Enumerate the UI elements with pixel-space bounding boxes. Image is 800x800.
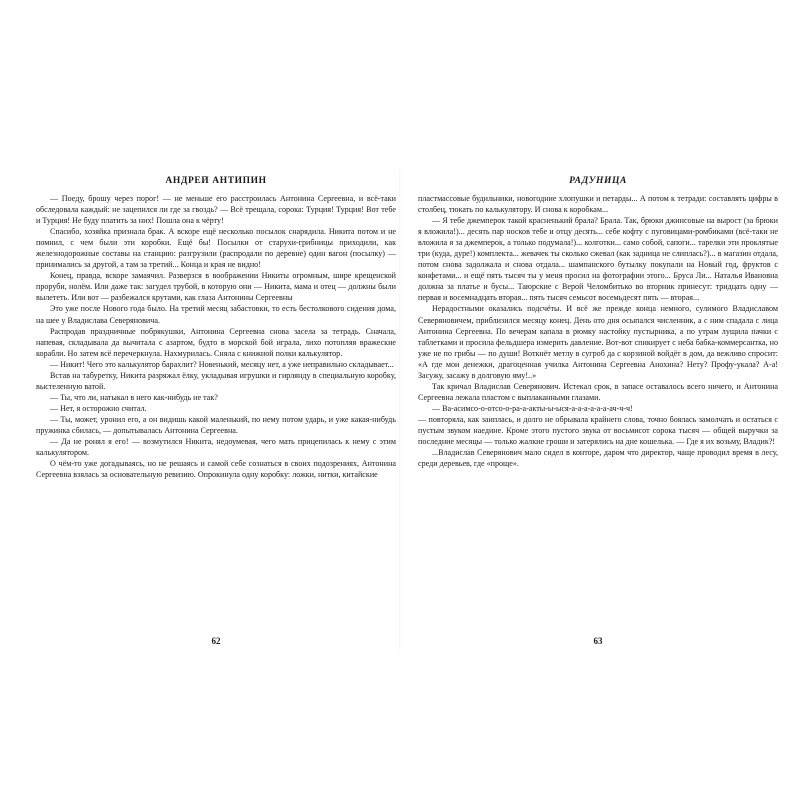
paragraph: — Никит! Чего это калькулятор барахлит? Новенький, месяцу нет, а уже неправильно складывает... xyxy=(50,359,394,369)
paragraph: ...Владислав Северянович мало сидел в конторе, даром что директор, чаще проводил время в лесу, среди деревьев, где «проще». xyxy=(418,448,778,469)
right-running-header: РАДУНИЦА xyxy=(569,176,627,186)
paragraph: — повторяла, как заиплась, и долго не обрывала крайнего слова, точно боялась замолчать и остаться с пустым звуком наедине. Кроме этого пустого звука от восьмисот сорока тысяч — общей выручки за последние месяцы — только жалкие гроши и затерялись на дне кошелька. — Где я их возьму, Владик?! xyxy=(418,414,778,447)
right-page xyxy=(412,176,784,646)
left-running-header: АНДРЕЙ АНТИПИН xyxy=(165,176,267,186)
paragraph: — Ты, может, уронил его, а он видишь какой маленький, по нему потом ударь, и уже какая-нибудь пружинка сбилась, — допытывалась Антонина Сергеевна. xyxy=(36,414,396,435)
paragraph: Распродав праздничные побрякушки, Антонина Сергеевна снова засела за тетрадь. Сначала, напевая, складывала да вычитала с азартом, будто в морской бой играла, лихо потопляя вражеские корабли. Но затем всё перечеркнула. Нахмурилась. Сняла с книжной полки калькулятор. xyxy=(36,326,396,358)
paragraph: Это уже после Нового года было. На третий месяц забастовки, то есть бестолкового сидения дома, на шее у Владислава Северяновича. xyxy=(36,304,396,325)
paragraph: Так кричал Владислав Северянович. Истекал срок, в запасе оставалось всего ничего, и Антонина Сергеевна лежала пластом с выплаканными глазами. xyxy=(418,381,778,402)
paragraph: — Ты, что ли, натыкал в него как-нибудь не так? xyxy=(50,392,218,402)
paragraph: Нерадостными оказались подсчёты. И всё же прежде конца немного, сулимого Владиславом Северяновичем, приблизился месяцу конец. День ото дня осыпался численник, а с ним спадала с лица Антонина Сергеевна. По вечерам капала в рюмку настойку пустырника, а по утрам лущила пачки с таблетками и просила фельдшера измерить давление. Вот-вот спикирует с неба бабка-коммерсантка, но уже не по грибы — по души! Воткнёт метлу в сугроб да с корзиной войдёт в дом, да вежливо спросит: «А где мои денежки, драгоценная училка Антонина Сергеевна Анохина? Нету? Профу-укала? А-а! Засужу, засажу в долговую яму!..» xyxy=(418,304,778,380)
paragraph: — Да не ронял я его! — возмутился Никита, недоумевая, чего мать прицепилась к нему с этим калькулятором. xyxy=(36,437,396,458)
paragraph: — Поеду, брошу через порог! — не меньше его расстроилась Антонина Сергеевна, и всё-таки обследовала каждый: не зацепился ли где за гвоздь? — Всё трещала, сорока: Турция! Турция! Вот тебе и Турция! Не буду платить за них! Пошла она к чёрту! xyxy=(36,194,396,226)
left-page xyxy=(30,176,402,646)
paragraph: О чём-то уже догадываясь, но не решаясь и самой себе сознаться в своих подозрениях, Антонина Сергеевна взялась за основательную ревизию. Опрокинула одну коробку: ложки, нитки, китайские xyxy=(36,459,396,480)
left-page-number: 62 xyxy=(211,636,221,646)
right-page-text xyxy=(418,193,778,469)
paragraph: Встав на табуретку, Никита разряжал ёлку, укладывая игрушки и гирлянду в специальную коробку, выстеленную ватой. xyxy=(36,370,396,391)
left-page-text xyxy=(36,193,396,480)
paragraph: пластмассовые будильники, новогодние хлопушки и петарды... А потом к тетради: составлять цифры в столбец, тюкать по калькулятору. И снова к коробкам... xyxy=(418,194,778,215)
paragraph: Спасибо, хозяйка признала брак. А вскоре ещё несколько посылок снарядила. Никита потом и не помнил, с чем были эти коробки. Ещё бы! Посылки от старухи-грибницы приходили, как железнодорожные составы на станцию: разгрузили (распродали по деревне) один вагон (посылку) — принимались за другой, а там за третий... Конца и края не видно! xyxy=(36,227,396,270)
paragraph: — Я тебе джемперок такой красненький брала? Брала. Так, брюки джинсовые на вырост (за брюки я вложила!)... десять пар носков тебе и отцу десять... себе кофту с пуговицами-ромбиками (всё-таки не вложила я за джемперок, а только подумала!)... колготки... само собой, сапоги... тарелки эти проклятые три (куда, дуре!) комплекта... жевачек ты сколько сжевал (как задница не слиплась?)... в магазин отдала, потом снова задолжала и снова отдала... шампанского бутылку покупали на Новый год, фруктов с конфетами... и ещё пять тысяч ты у меня просил на фотографии этого... Бруса Ли... Наталья Ивановна должна за платье и бусы... Таюрские с Верой Челомбитько во вторник принесут: тридцать одну — первая и восемнадцать вторая... пять тысяч семьсот восемьдесят пять — вторая... xyxy=(418,216,778,303)
paragraph: — Нет, я осторожно считал. xyxy=(50,403,147,413)
paragraph: Конец, правда, вскоре замаячил. Разверзся в воображении Никиты огромным, шире крещенской проруби, нолём. Или даже так: загудел трубой, в которую они — Никита, мама и отец — должны были вылететь. Или вот — разбежался крутами, как глаза Антонины Сергеевны xyxy=(36,271,396,303)
paragraph: — Ва-асимсо-о-отсо-о-ра-а-акты-ы-ыся-а-а-а-а-а-а-ач-ч-ч! xyxy=(432,403,633,413)
right-page-number: 63 xyxy=(593,636,603,646)
